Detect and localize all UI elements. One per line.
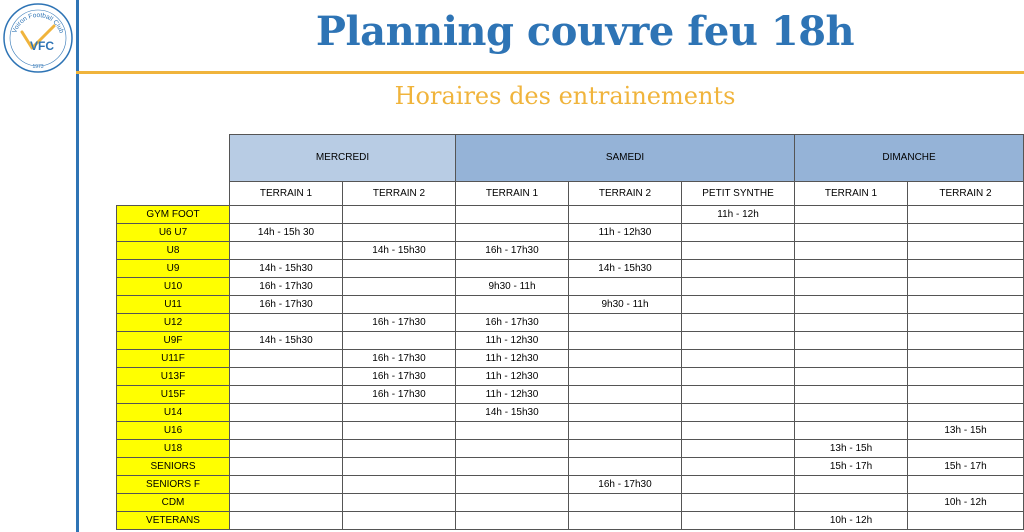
schedule-row — [117, 350, 1024, 368]
time-slot: 9h30 - 11h — [569, 296, 682, 314]
time-slot — [343, 404, 456, 422]
category-label: VETERANS — [117, 512, 230, 530]
time-slot — [682, 242, 795, 260]
schedule-row — [117, 440, 1024, 458]
schedule-row — [117, 278, 1024, 296]
time-slot — [682, 260, 795, 278]
logo-club-name: Voiron Football Club — [11, 11, 65, 35]
time-slot — [569, 422, 682, 440]
time-slot — [682, 278, 795, 296]
time-slot — [569, 512, 682, 530]
time-slot — [569, 332, 682, 350]
time-slot — [230, 404, 343, 422]
schedule-row — [117, 332, 1024, 350]
time-slot — [569, 278, 682, 296]
time-slot — [343, 296, 456, 314]
time-slot: 11h - 12h30 — [569, 224, 682, 242]
time-slot — [908, 332, 1024, 350]
time-slot — [795, 242, 908, 260]
category-label: U12 — [117, 314, 230, 332]
terrain-header: TERRAIN 2 — [569, 182, 682, 206]
category-label: U6 U7 — [117, 224, 230, 242]
time-slot — [908, 260, 1024, 278]
time-slot — [569, 242, 682, 260]
time-slot — [795, 314, 908, 332]
time-slot: 13h - 15h — [908, 422, 1024, 440]
time-slot — [569, 458, 682, 476]
time-slot — [456, 224, 569, 242]
time-slot — [456, 260, 569, 278]
terrain-header-row — [117, 182, 1024, 206]
time-slot: 10h - 12h — [908, 494, 1024, 512]
schedule-row — [117, 422, 1024, 440]
time-slot — [908, 314, 1024, 332]
time-slot — [230, 350, 343, 368]
time-slot: 15h - 17h — [795, 458, 908, 476]
category-label: U13F — [117, 368, 230, 386]
schedule-row — [117, 494, 1024, 512]
time-slot — [456, 296, 569, 314]
time-slot — [343, 512, 456, 530]
time-slot — [230, 440, 343, 458]
time-slot: 14h - 15h30 — [230, 332, 343, 350]
schedule-row — [117, 260, 1024, 278]
time-slot: 13h - 15h — [795, 440, 908, 458]
time-slot — [569, 206, 682, 224]
category-label: U18 — [117, 440, 230, 458]
time-slot — [569, 404, 682, 422]
category-label: U15F — [117, 386, 230, 404]
category-label: U8 — [117, 242, 230, 260]
time-slot — [569, 314, 682, 332]
time-slot: 11h - 12h30 — [456, 386, 569, 404]
time-slot: 14h - 15h30 — [569, 260, 682, 278]
time-slot — [795, 278, 908, 296]
time-slot — [456, 422, 569, 440]
time-slot — [456, 494, 569, 512]
empty-corner — [117, 135, 230, 182]
schedule-row — [117, 404, 1024, 422]
time-slot — [569, 440, 682, 458]
logo-year: 1973 — [32, 64, 44, 70]
time-slot — [682, 494, 795, 512]
time-slot — [230, 314, 343, 332]
time-slot — [908, 350, 1024, 368]
time-slot — [230, 422, 343, 440]
time-slot — [908, 224, 1024, 242]
time-slot: 14h - 15h 30 — [230, 224, 343, 242]
time-slot — [343, 224, 456, 242]
category-label: U16 — [117, 422, 230, 440]
time-slot — [908, 476, 1024, 494]
schedule-row — [117, 242, 1024, 260]
time-slot — [230, 368, 343, 386]
schedule-row — [117, 206, 1024, 224]
time-slot: 16h - 17h30 — [343, 368, 456, 386]
time-slot — [682, 404, 795, 422]
time-slot — [795, 494, 908, 512]
time-slot — [795, 386, 908, 404]
time-slot — [230, 476, 343, 494]
time-slot — [795, 206, 908, 224]
time-slot — [569, 350, 682, 368]
time-slot — [682, 332, 795, 350]
time-slot: 11h - 12h — [682, 206, 795, 224]
time-slot: 16h - 17h30 — [230, 278, 343, 296]
time-slot — [230, 386, 343, 404]
category-label: U14 — [117, 404, 230, 422]
terrain-header: TERRAIN 1 — [456, 182, 569, 206]
training-schedule-table — [116, 134, 1024, 530]
time-slot — [230, 242, 343, 260]
day-mercredi: MERCREDI — [230, 135, 456, 182]
time-slot — [908, 368, 1024, 386]
time-slot — [682, 350, 795, 368]
time-slot — [343, 476, 456, 494]
time-slot — [456, 458, 569, 476]
time-slot: 16h - 17h30 — [343, 350, 456, 368]
time-slot: 11h - 12h30 — [456, 332, 569, 350]
page-title: Planning couvre feu 18h — [315, 8, 855, 55]
time-slot: 15h - 17h — [908, 458, 1024, 476]
day-samedi: SAMEDI — [456, 135, 795, 182]
time-slot — [682, 224, 795, 242]
time-slot — [682, 440, 795, 458]
schedule-body — [117, 206, 1024, 530]
time-slot — [456, 476, 569, 494]
time-slot — [343, 422, 456, 440]
time-slot — [343, 440, 456, 458]
category-label: U9F — [117, 332, 230, 350]
time-slot — [682, 476, 795, 494]
time-slot — [343, 260, 456, 278]
time-slot — [795, 224, 908, 242]
empty-corner — [117, 182, 230, 206]
time-slot — [795, 350, 908, 368]
schedule-row — [117, 476, 1024, 494]
time-slot — [230, 206, 343, 224]
schedule-row — [117, 296, 1024, 314]
time-slot — [230, 458, 343, 476]
time-slot: 16h - 17h30 — [456, 242, 569, 260]
time-slot — [456, 440, 569, 458]
time-slot — [456, 512, 569, 530]
time-slot — [908, 278, 1024, 296]
day-dimanche: DIMANCHE — [795, 135, 1024, 182]
category-label: U10 — [117, 278, 230, 296]
time-slot: 16h - 17h30 — [456, 314, 569, 332]
time-slot — [569, 494, 682, 512]
category-label: GYM FOOT — [117, 206, 230, 224]
schedule-row — [117, 386, 1024, 404]
terrain-header: TERRAIN 2 — [908, 182, 1024, 206]
terrain-header: PETIT SYNTHE — [682, 182, 795, 206]
time-slot — [795, 368, 908, 386]
time-slot: 9h30 - 11h — [456, 278, 569, 296]
time-slot — [682, 512, 795, 530]
time-slot — [908, 440, 1024, 458]
time-slot — [682, 458, 795, 476]
time-slot — [795, 476, 908, 494]
time-slot — [343, 278, 456, 296]
day-header-row — [117, 135, 1024, 182]
time-slot — [908, 296, 1024, 314]
time-slot: 14h - 15h30 — [343, 242, 456, 260]
time-slot — [795, 422, 908, 440]
time-slot — [795, 260, 908, 278]
schedule-row — [117, 458, 1024, 476]
schedule-row — [117, 512, 1024, 530]
time-slot — [230, 494, 343, 512]
time-slot — [456, 206, 569, 224]
time-slot: 11h - 12h30 — [456, 368, 569, 386]
time-slot — [682, 386, 795, 404]
page-subtitle: Horaires des entrainements — [394, 82, 736, 110]
time-slot: 14h - 15h30 — [230, 260, 343, 278]
time-slot — [569, 368, 682, 386]
time-slot — [908, 404, 1024, 422]
category-label: U9 — [117, 260, 230, 278]
club-logo — [2, 2, 74, 74]
time-slot — [343, 458, 456, 476]
category-label: SENIORS — [117, 458, 230, 476]
time-slot — [343, 332, 456, 350]
time-slot — [908, 206, 1024, 224]
time-slot — [795, 332, 908, 350]
time-slot: 14h - 15h30 — [456, 404, 569, 422]
time-slot: 16h - 17h30 — [343, 314, 456, 332]
category-label: SENIORS F — [117, 476, 230, 494]
time-slot — [682, 314, 795, 332]
time-slot: 16h - 17h30 — [343, 386, 456, 404]
time-slot — [569, 386, 682, 404]
time-slot: 16h - 17h30 — [569, 476, 682, 494]
terrain-header: TERRAIN 1 — [230, 182, 343, 206]
time-slot — [795, 404, 908, 422]
category-label: CDM — [117, 494, 230, 512]
schedule-row — [117, 224, 1024, 242]
time-slot: 10h - 12h — [795, 512, 908, 530]
time-slot — [343, 206, 456, 224]
time-slot — [682, 296, 795, 314]
left-accent-bar — [76, 0, 79, 532]
time-slot — [908, 386, 1024, 404]
time-slot — [682, 368, 795, 386]
time-slot — [230, 512, 343, 530]
category-label: U11 — [117, 296, 230, 314]
time-slot — [908, 512, 1024, 530]
time-slot — [682, 422, 795, 440]
logo-initials: VFC — [30, 39, 54, 53]
terrain-header: TERRAIN 1 — [795, 182, 908, 206]
time-slot: 11h - 12h30 — [456, 350, 569, 368]
header-divider — [76, 71, 1024, 74]
category-label: U11F — [117, 350, 230, 368]
terrain-header: TERRAIN 2 — [343, 182, 456, 206]
time-slot — [795, 296, 908, 314]
time-slot: 16h - 17h30 — [230, 296, 343, 314]
time-slot — [343, 494, 456, 512]
schedule-row — [117, 368, 1024, 386]
time-slot — [908, 242, 1024, 260]
schedule-row — [117, 314, 1024, 332]
